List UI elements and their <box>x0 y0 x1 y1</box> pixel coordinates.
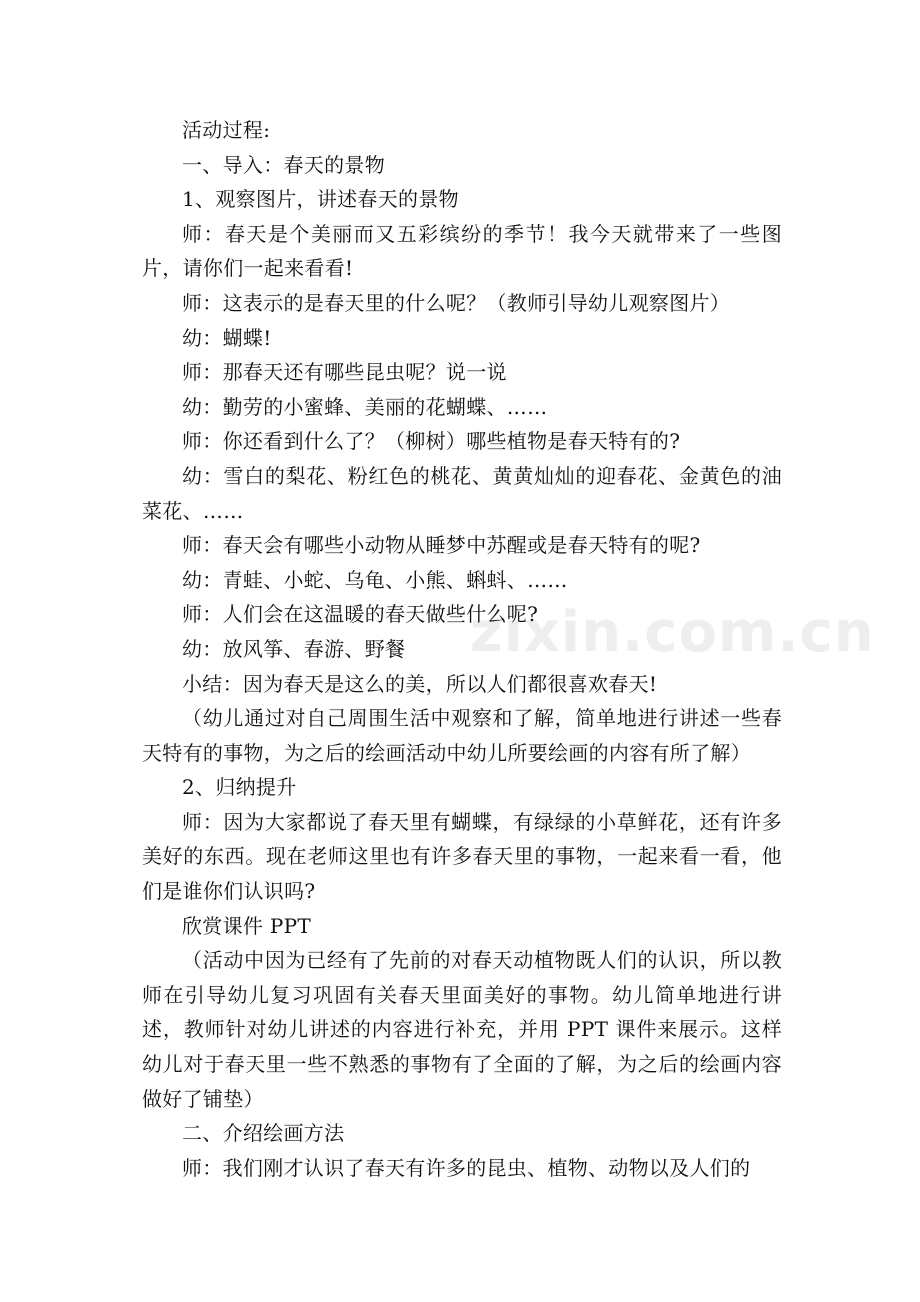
paragraph: 师：你还看到什么了？（柳树）哪些植物是春天特有的? <box>182 429 681 454</box>
paragraph: （幼儿通过对自己周围生活中观察和了解，简单地进行讲述一些春天特有的事物，为之后的绘画活动中幼儿所要绘画的内容有所了解） <box>142 706 782 765</box>
paragraph: 师：这表示的是春天里的什么呢？（教师引导幼儿观察图片） <box>182 290 731 315</box>
paragraph: 1、观察图片，讲述春天的景物 <box>182 187 459 212</box>
paragraph: 2、归纳提升 <box>182 775 297 800</box>
paragraph: 幼：青蛙、小蛇、乌龟、小熊、蝌蚪、…… <box>182 567 568 592</box>
paragraph: 欣赏课件 PPT <box>182 913 312 938</box>
paragraph: （活动中因为已经有了先前的对春天动植物既人们的认识，所以教师在引导幼儿复习巩固有关春天里面美好的事物。幼儿简单地进行讲述，教师针对幼儿讲述的内容进行补充，并用 PPT 课件来展示。这样幼儿对于春天里一些不熟悉的事物有了全面的了解，为之后的绘画内容做好了铺垫） <box>142 948 782 1111</box>
watermark: zixin.com.cn <box>470 600 875 665</box>
paragraph: 师：人们会在这温暖的春天做些什么呢? <box>182 602 539 627</box>
paragraph: 幼：蝴蝶! <box>182 325 272 350</box>
paragraph: 一、导入：春天的景物 <box>182 152 385 177</box>
paragraph: 幼：雪白的梨花、粉红色的桃花、黄黄灿灿的迎春花、金黄色的油菜花、…… <box>142 463 782 523</box>
paragraph: 幼：勤劳的小蜜蜂、美丽的花蝴蝶、…… <box>182 394 548 419</box>
paragraph: 小结：因为春天是这么的美，所以人们都很喜欢春天! <box>182 671 658 696</box>
paragraph: 幼：放风筝、春游、野餐 <box>182 636 406 661</box>
paragraph: 师：那春天还有哪些昆虫呢？说一说 <box>182 360 507 385</box>
paragraph: 师：春天会有哪些小动物从睡梦中苏醒或是春天特有的呢? <box>182 533 701 558</box>
document-body <box>142 113 782 1185</box>
paragraph: 师：我们刚才认识了春天有许多的昆虫、植物、动物以及人们的 <box>182 1155 751 1180</box>
paragraph: 师：因为大家都说了春天里有蝴蝶，有绿绿的小草鲜花，还有许多美好的东西。现在老师这里也有许多春天里的事物，一起来看一看，他们是谁你们认识吗? <box>142 809 782 904</box>
paragraph: 活动过程: <box>182 118 271 142</box>
paragraph: 师：春天是个美丽而又五彩缤纷的季节！我今天就带来了一些图片，请你们一起来看看! <box>142 221 782 281</box>
paragraph: 二、介绍绘画方法 <box>182 1121 345 1146</box>
